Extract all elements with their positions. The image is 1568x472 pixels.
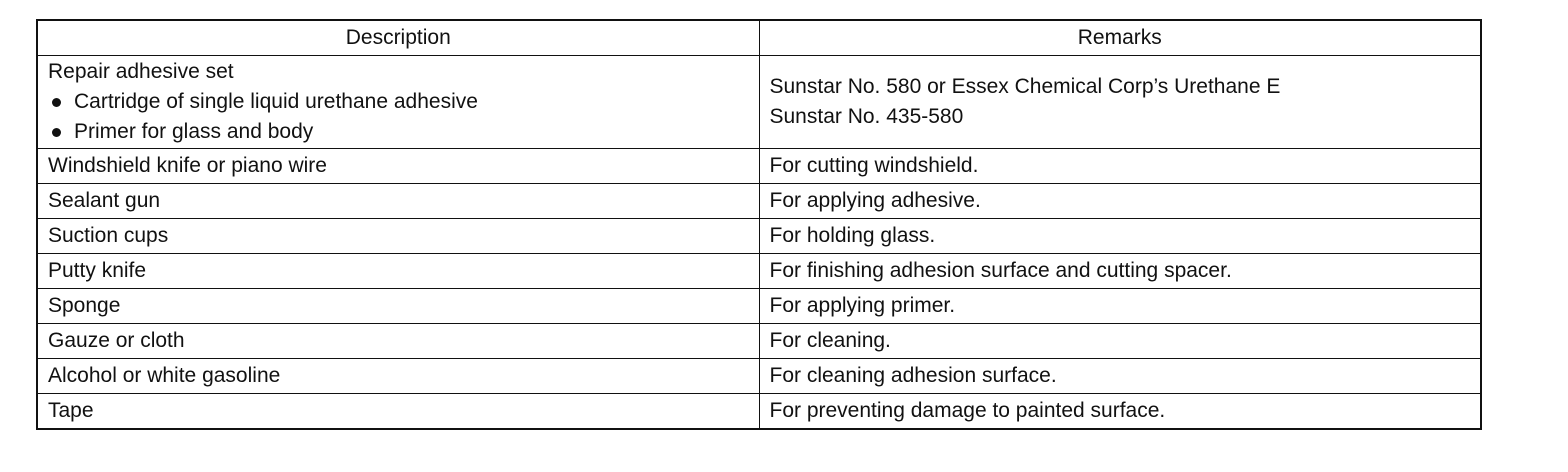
description-cell: Gauze or cloth [37,324,759,359]
bullet-icon [52,98,61,107]
description-cell: Sponge [37,289,759,324]
description-cell: Sealant gun [37,184,759,219]
remarks-line: Sunstar No. 580 or Essex Chemical Corp’s Urethane E [769,75,1281,98]
remarks-cell [759,56,1481,149]
list-item-text: Cartridge of single liquid urethane adhesive [74,90,478,113]
table-row [37,289,1481,324]
description-cell [37,56,759,149]
description-cell: Putty knife [37,254,759,289]
description-cell: Tape [37,394,759,429]
list-item-text: Primer for glass and body [74,120,314,143]
table-row [37,56,1481,149]
table-row [37,254,1481,289]
table-row [37,324,1481,359]
remarks-cell: For cutting windshield. [759,149,1481,184]
remarks-line: Sunstar No. 435-580 [769,105,964,128]
description-cell: Suction cups [37,219,759,254]
table-row [37,219,1481,254]
remarks-cell: For cleaning adhesion surface. [759,359,1481,394]
tools-table [36,19,1482,430]
table-header-row [37,20,1481,56]
description-cell: Windshield knife or piano wire [37,149,759,184]
remarks-cell: For applying adhesive. [759,184,1481,219]
remarks-cell: For cleaning. [759,324,1481,359]
table-row [37,359,1481,394]
remarks-cell: For applying primer. [759,289,1481,324]
description-cell: Alcohol or white gasoline [37,359,759,394]
list-item [48,87,749,117]
table-row [37,394,1481,429]
table-row [37,149,1481,184]
table-row [37,184,1481,219]
repair-adhesive-set-title: Repair adhesive set [48,60,234,83]
bullet-icon [52,128,61,137]
description-header: Description [37,20,759,56]
list-item [48,117,749,147]
remarks-cell: For holding glass. [759,219,1481,254]
remarks-header: Remarks [759,20,1481,56]
remarks-cell: For finishing adhesion surface and cutting spacer. [759,254,1481,289]
remarks-cell: For preventing damage to painted surface. [759,394,1481,429]
